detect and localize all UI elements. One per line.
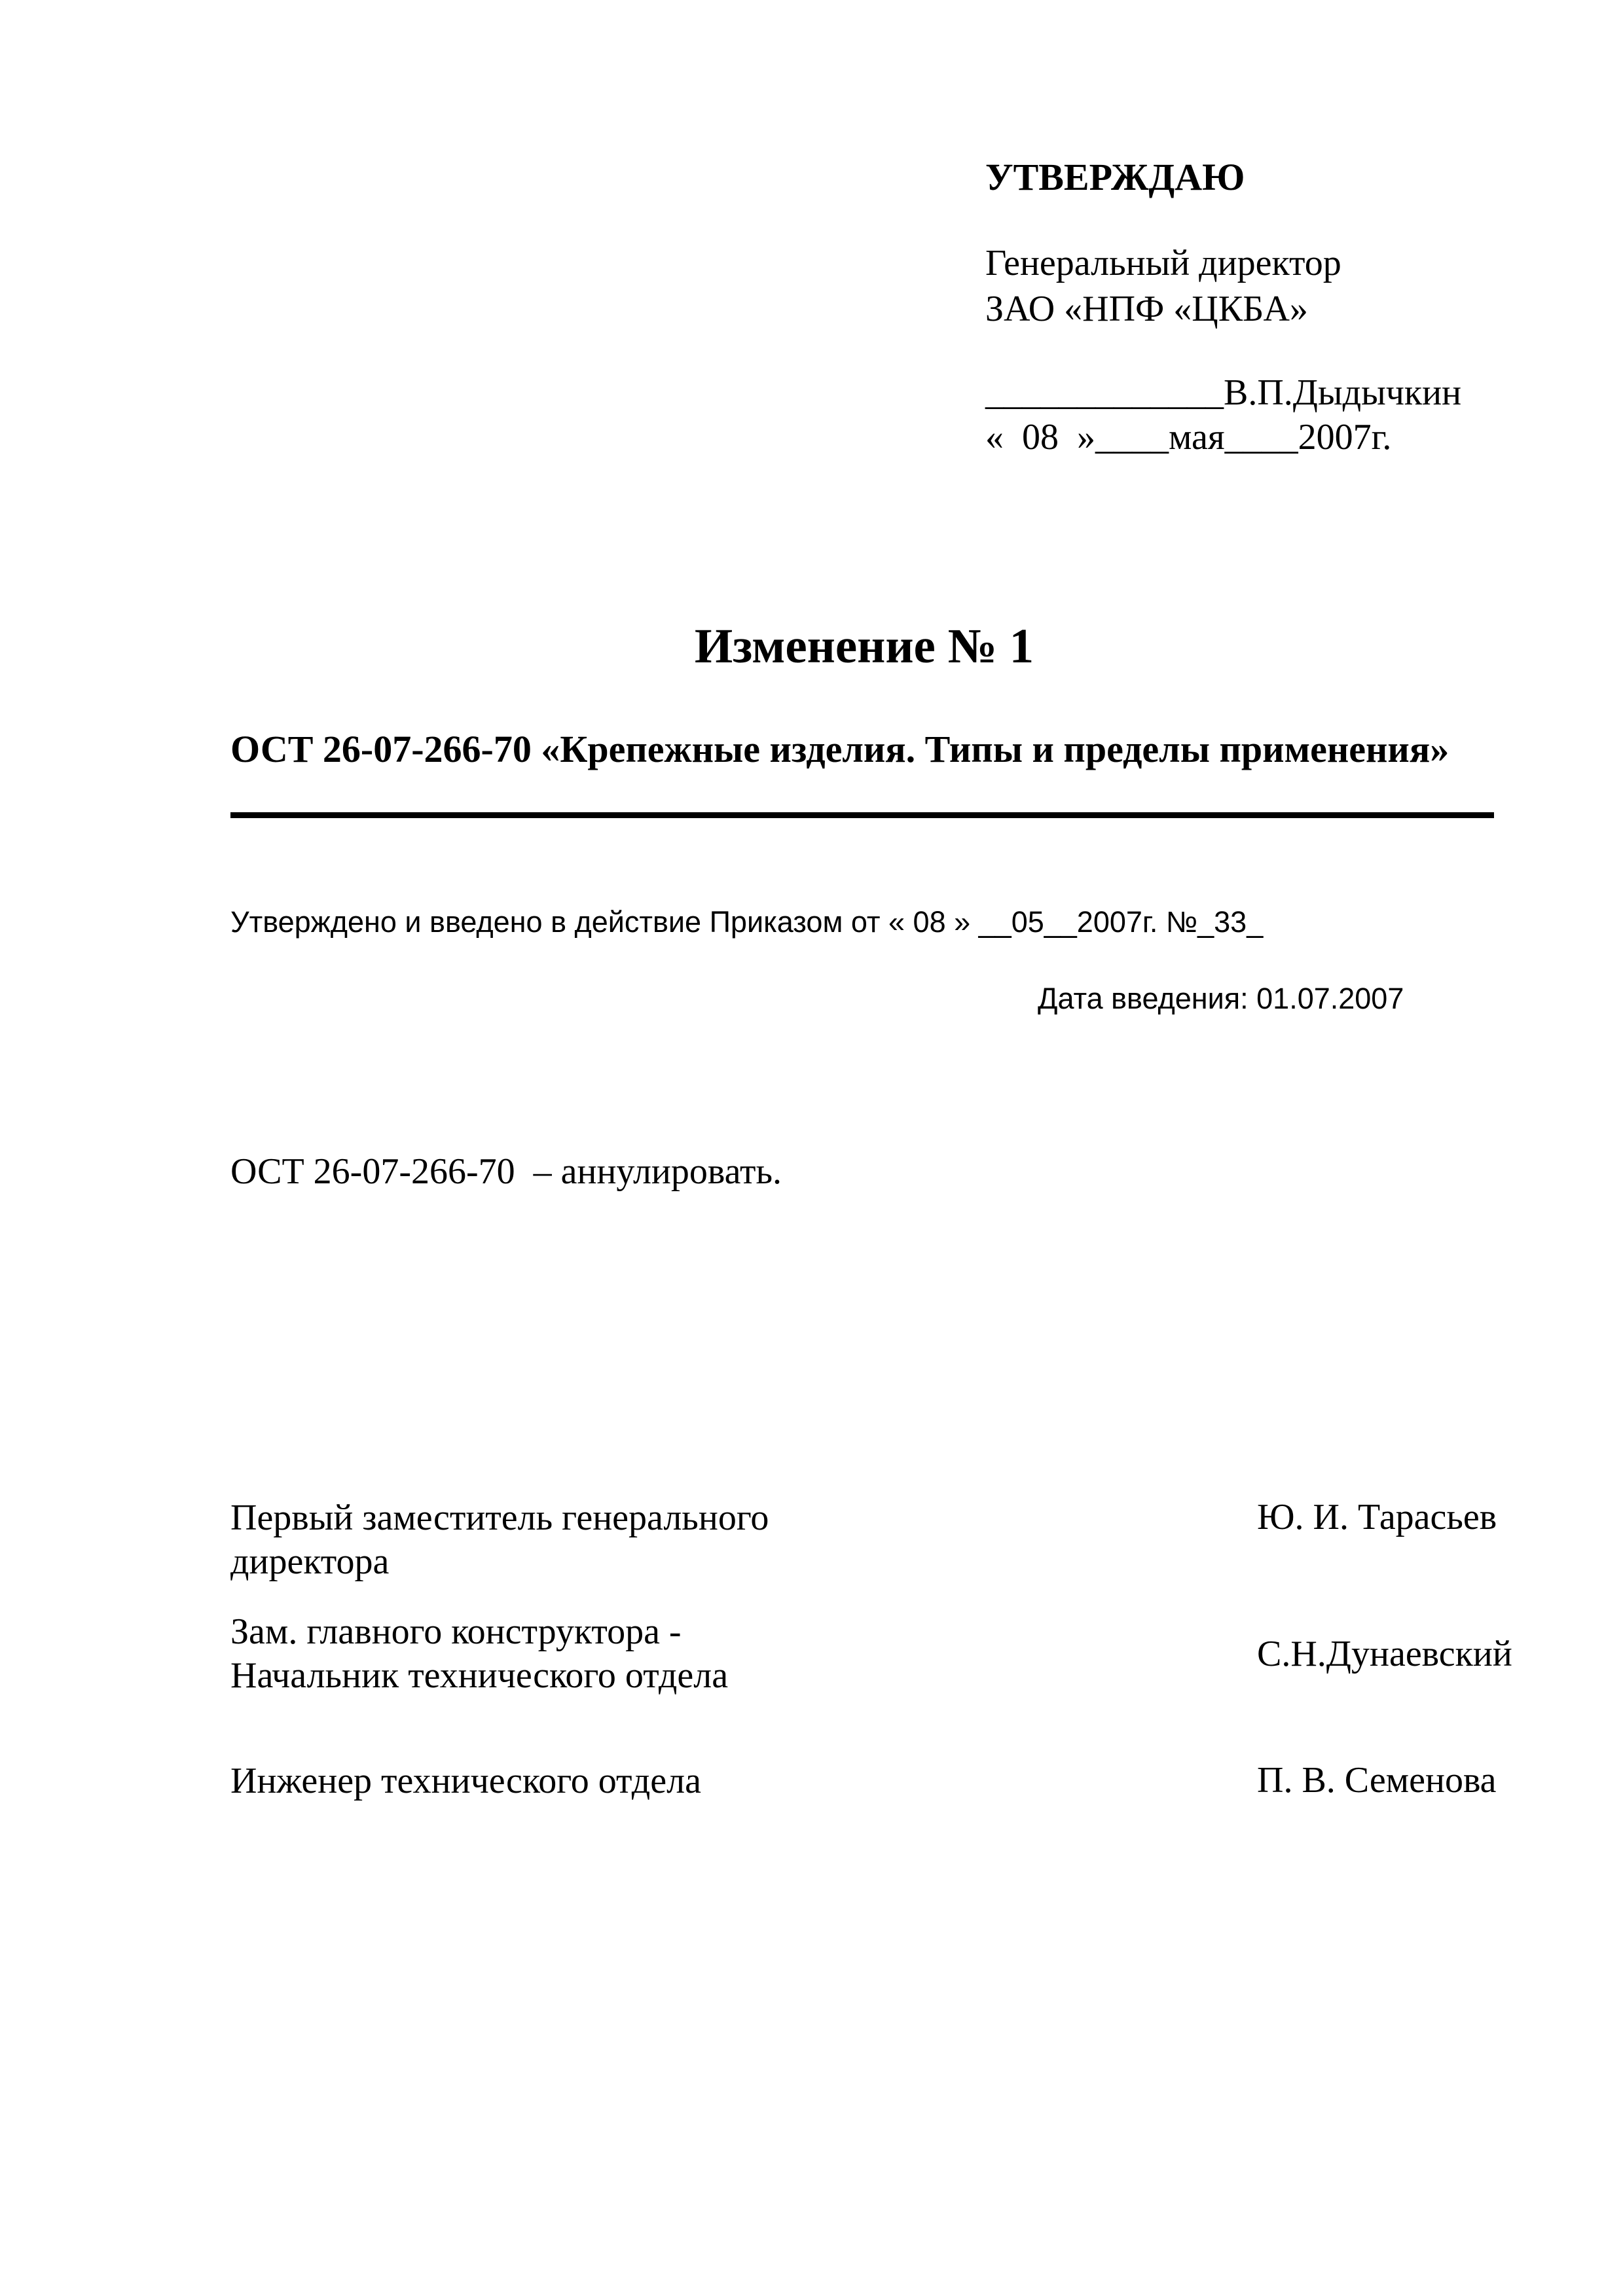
introduction-date: Дата введения: 01.07.2007 bbox=[1038, 982, 1404, 1015]
change-title: Изменение № 1 bbox=[694, 619, 1034, 673]
signatory-name: С.Н.Дунаевский bbox=[1257, 1634, 1512, 1674]
approver-signature-line: _____________В.П.Дыдычкин bbox=[985, 372, 1462, 413]
signatory-name: Ю. И. Тарасьев bbox=[1257, 1497, 1497, 1537]
approver-position: Генеральный директор bbox=[985, 243, 1341, 283]
signatory-role: Зам. главного конструктора - Начальник технического отдела bbox=[230, 1611, 729, 1696]
title-divider bbox=[230, 812, 1494, 818]
standard-title: ОСТ 26-07-266-70 «Крепежные изделия. Типы и пределы применения» bbox=[230, 728, 1450, 770]
order-line: Утверждено и введено в действие Приказом от « 08 » __05__2007г. №_33_ bbox=[230, 905, 1264, 939]
approval-date: « 08 »____мая____2007г. bbox=[985, 417, 1392, 457]
signatory-role: Инженер технического отдела bbox=[230, 1761, 701, 1801]
approver-organization: ЗАО «НПФ «ЦКБА» bbox=[985, 289, 1308, 329]
annulment-text: ОСТ 26-07-266-70 – аннулировать. bbox=[230, 1151, 782, 1192]
approval-heading: УТВЕРЖДАЮ bbox=[985, 156, 1245, 198]
signatory-role: Первый заместитель генерального директора bbox=[230, 1498, 769, 1583]
signatory-name: П. В. Семенова bbox=[1257, 1760, 1497, 1801]
